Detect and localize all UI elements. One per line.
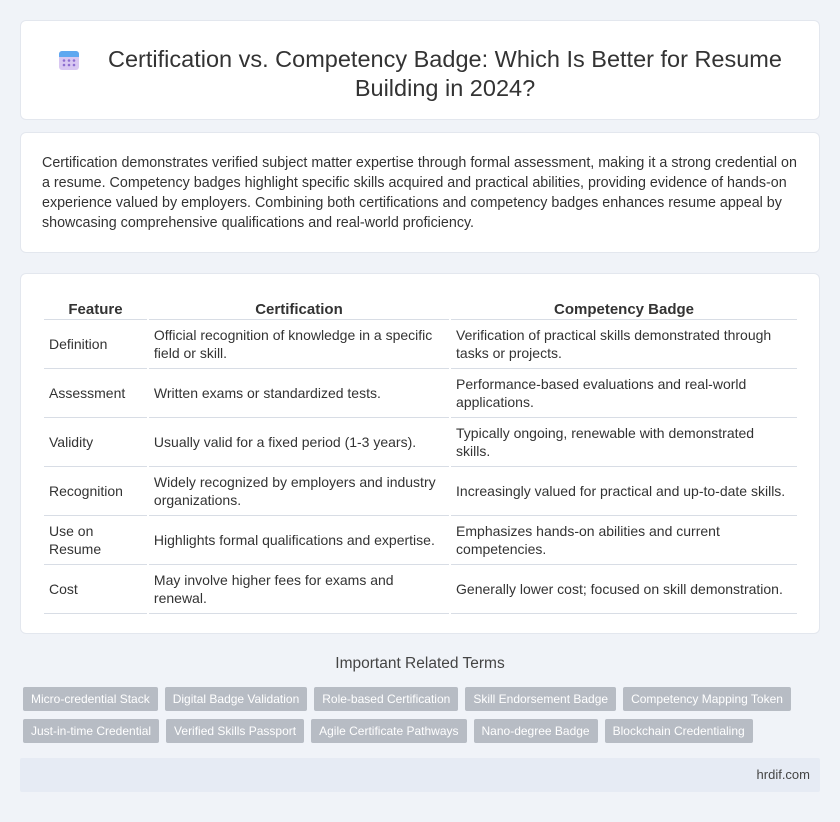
tag-digital-badge-validation[interactable]: Digital Badge Validation	[165, 687, 308, 711]
tag-nano-degree-badge[interactable]: Nano-degree Badge	[474, 719, 598, 743]
tag-blockchain-credentialing[interactable]: Blockchain Credentialing	[605, 719, 753, 743]
feature-cell: Use on Resume	[44, 516, 147, 565]
footer-site-link[interactable]: hrdif.com	[756, 767, 810, 782]
tag-role-based-certification[interactable]: Role-based Certification	[314, 687, 458, 711]
tag-row	[23, 687, 813, 711]
competency-badge-cell: Generally lower cost; focused on skill demonstration.	[451, 565, 797, 614]
table-row	[44, 516, 797, 565]
feature-cell: Validity	[44, 418, 147, 467]
footer	[20, 758, 820, 792]
tag-competency-mapping-token[interactable]: Competency Mapping Token	[623, 687, 791, 711]
header-certification: Certification	[149, 296, 449, 320]
intro-card	[20, 132, 820, 253]
certification-cell: Usually valid for a fixed period (1-3 years).	[149, 418, 449, 467]
title-card	[20, 20, 820, 120]
certification-cell: Official recognition of knowledge in a specific field or skill.	[149, 320, 449, 369]
related-terms-heading: Important Related Terms	[335, 655, 505, 672]
table-header-row	[44, 296, 797, 320]
competency-badge-cell: Performance-based evaluations and real-world applications.	[451, 369, 797, 418]
feature-cell: Assessment	[44, 369, 147, 418]
intro-paragraph: Certification demonstrates verified subject matter expertise through formal assessment, making it a strong credential on a resume. Competency badges highlight specific skills acquired and practical abilities, providing evidence of hands-on experience valued by employers. Combining both certifications and competency badges enhances resume appeal by showcasing comprehensive qualifications and real-world proficiency.	[42, 155, 797, 231]
competency-badge-cell: Verification of practical skills demonstrated through tasks or projects.	[451, 320, 797, 369]
header-feature: Feature	[44, 296, 147, 320]
certification-cell: Widely recognized by employers and industry organizations.	[149, 467, 449, 516]
certification-cell: Written exams or standardized tests.	[149, 369, 449, 418]
competency-badge-cell: Typically ongoing, renewable with demonstrated skills.	[451, 418, 797, 467]
competency-badge-cell: Emphasizes hands-on abilities and current competencies.	[451, 516, 797, 565]
certification-cell: Highlights formal qualifications and expertise.	[149, 516, 449, 565]
header-competency-badge: Competency Badge	[451, 296, 797, 320]
tag-skill-endorsement-badge[interactable]: Skill Endorsement Badge	[465, 687, 616, 711]
table-row	[44, 320, 797, 369]
feature-cell: Cost	[44, 565, 147, 614]
certification-cell: May involve higher fees for exams and renewal.	[149, 565, 449, 614]
comparison-card	[20, 273, 820, 634]
page-title: Certification vs. Competency Badge: Which Is Better for Resume Building in 2024?	[108, 46, 782, 101]
tag-agile-certificate-pathways[interactable]: Agile Certificate Pathways	[311, 719, 466, 743]
table-row	[44, 565, 797, 614]
table-row	[44, 467, 797, 516]
tag-just-in-time-credential[interactable]: Just-in-time Credential	[23, 719, 159, 743]
tag-micro-credential-stack[interactable]: Micro-credential Stack	[23, 687, 158, 711]
competency-badge-cell: Increasingly valued for practical and up-to-date skills.	[451, 467, 797, 516]
comparison-table	[42, 296, 799, 614]
tag-row	[23, 719, 813, 743]
table-row	[44, 369, 797, 418]
feature-cell: Recognition	[44, 467, 147, 516]
feature-cell: Definition	[44, 320, 147, 369]
related-terms-tags	[23, 687, 813, 751]
tag-verified-skills-passport[interactable]: Verified Skills Passport	[166, 719, 304, 743]
calendar-icon	[57, 48, 81, 72]
table-row	[44, 418, 797, 467]
